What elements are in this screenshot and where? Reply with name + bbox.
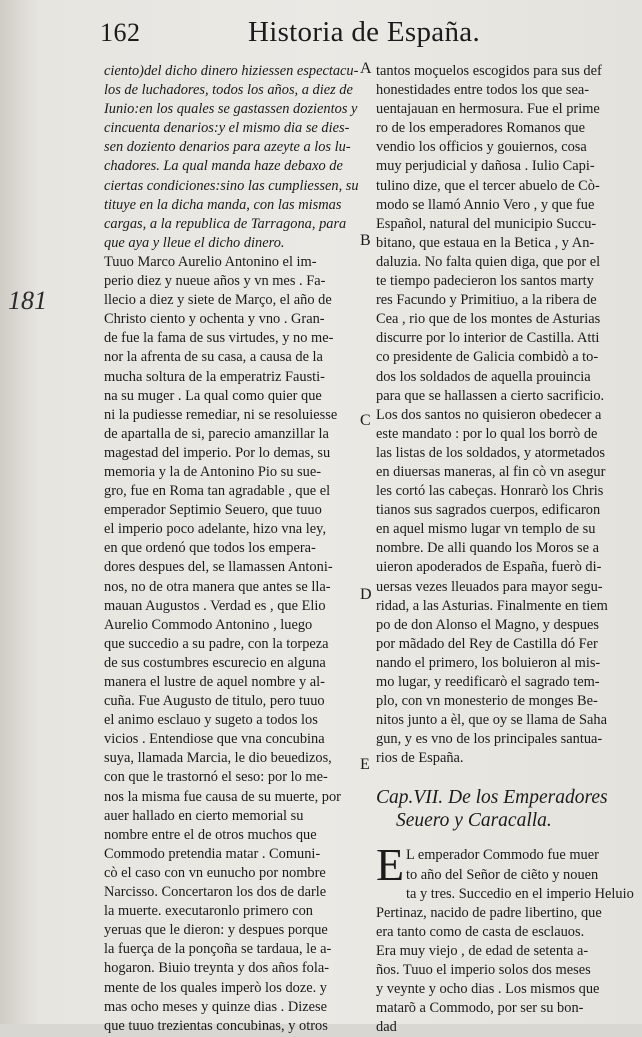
text-line: este mandato : por lo qual los borrò de: [376, 425, 598, 442]
text-line: gun, y es vno de los principales santua-: [376, 731, 603, 748]
text-line: yeruas que le dieron: y despues porque: [104, 922, 328, 939]
text-line: daluzia. No falta quien diga, que por el: [376, 253, 601, 270]
text-line: Narcisso. Concertaron los dos de darle: [104, 884, 327, 901]
text-line: L emperador Commodo fue muer: [406, 847, 599, 864]
text-line: ta y tres. Succedio en el imperio Heluio: [406, 885, 634, 902]
text-line: con que le trastornó el seso: por lo me-: [104, 769, 328, 786]
body-passage: [376, 62, 624, 768]
text-line: las listas de los soldados, y atormetados: [376, 444, 606, 461]
text-line: que aya y lleue el dicho dinero.: [104, 234, 285, 251]
section-letter-e: E: [360, 756, 370, 773]
text-line: honestidades entre todos los que sea-: [376, 82, 590, 99]
text-line: que tuuo trezientas concubinas, y otros: [104, 1017, 328, 1034]
text-line: para que se hallassen a cierto sacrificio.: [376, 387, 605, 404]
text-line: res Facundo y Primitiuo, a la ribera de: [376, 292, 597, 309]
chapter-paragraph: [376, 904, 624, 1037]
text-line: el imperio poco adelante, hizo vna ley,: [104, 521, 327, 538]
text-line: matarõ a Commodo, por ser su bon-: [376, 1000, 584, 1017]
italic-passage: [104, 62, 359, 253]
text-line: muy perjudicial y dañosa . Iulio Capi-: [376, 158, 595, 175]
chapter-opening: [376, 839, 634, 903]
text-line: Christo ciento y ochenta y vno . Gran-: [104, 311, 325, 328]
text-line: llecio a diez y siete de Março, el año de: [104, 292, 332, 309]
text-line: mas ocho meses y quinze dias . Dizese: [104, 998, 327, 1015]
text-line: Español, natural del municipio Succu-: [376, 215, 597, 232]
text-line: nos la misma fue causa de su muerte, por: [104, 788, 341, 805]
right-column: [376, 62, 634, 1037]
text-line: po de don Alonso el Magno, y despues: [376, 616, 600, 633]
text-line: mo lugar, y reedificarò el sagrado tem-: [376, 674, 600, 690]
text-line: nor la afrenta de su casa, a causa de la: [104, 349, 323, 366]
text-line: de apartalla de si, parecio amanzillar la: [104, 425, 329, 442]
text-line: y veynte y ocho dias . Los mismos que: [376, 981, 600, 998]
text-line: cargas, a la republica de Tarragona, para: [104, 215, 347, 232]
text-line: Commodo pretendia matar . Comuni-: [104, 845, 321, 862]
indented-lines: [376, 866, 634, 904]
body-passage: [104, 253, 356, 1036]
text-line: magestad del imperio. Por lo demas, su: [104, 444, 331, 461]
text-line: tituye en la dicha manda, con las mismas: [104, 196, 342, 213]
text-line: nitos junto a èl, que oy se llama de Saha: [376, 712, 607, 729]
text-line: uersas vezes lleuados para mayor segu-: [376, 578, 603, 595]
text-line: Era muy viejo , de edad de setenta a-: [376, 942, 589, 959]
section-letter-a: A: [360, 60, 372, 77]
text-line: nombre. De alli quando los Moros se a: [376, 540, 600, 557]
text-line: de sus costumbres escurecio en alguna: [104, 654, 326, 671]
text-line: el animo esclauo y sugeto a todos los: [104, 712, 318, 729]
text-line: vicios . Entendiose que vna concubina: [104, 731, 325, 748]
text-line: nando el primero, los boluieron al mis-: [376, 654, 601, 671]
text-line: dad: [376, 1019, 397, 1036]
text-line: Los dos santos no quisieron obedecer a: [376, 406, 602, 423]
text-line: Cea , rio que de los montes de Asturias: [376, 311, 601, 328]
section-letter-b: B: [360, 232, 371, 249]
text-line: uentajauan en hermosura. Fue el prime: [376, 101, 600, 118]
text-line: les cortó las cabeças. Honrarò los Chris: [376, 483, 604, 500]
running-title: Historia de España.: [248, 16, 480, 48]
page-header: [0, 14, 642, 54]
text-line: ridad, a las Asturias. Finalmente en tiem: [376, 597, 608, 614]
text-line: en aquel mismo lugar vn templo de su: [376, 521, 596, 538]
text-line: nombre entre el de otros muchos que: [104, 826, 317, 843]
text-line: mauan Augustos . Verdad es , que Elio: [104, 597, 326, 614]
text-line: sen doziento denarios para azeyte a los lu-: [104, 139, 351, 156]
text-line: emperador Septimio Seuero, que tuuo: [104, 502, 322, 519]
text-line: co presidente de Galicia combidò a to-: [376, 349, 599, 366]
text-line: hogaron. Biuio treynta y dos años fola-: [104, 960, 330, 977]
text-line: tulino dize, que el tercer abuelo de Cò-: [376, 177, 600, 194]
section-letter-d: D: [360, 586, 372, 603]
text-line: manera el lustre de aquel nombre y al-: [104, 674, 325, 690]
text-line: Pertinaz, nacido de padre libertino, que: [376, 904, 602, 921]
text-line: Iunio:en los quales se gastassen dozientos y: [104, 101, 358, 118]
text-line: nos, no de otra manera que antes se lla-: [104, 578, 331, 595]
text-line: cincuenta denarios:y el mismo dia se dies-: [104, 120, 350, 137]
text-line: na su muger . La qual como quier que: [104, 387, 322, 404]
text-line: gro, fue en Roma tan agradable , que el: [104, 483, 331, 500]
text-line: ciertas condiciones:sino las cumpliessen, su: [104, 177, 359, 194]
text-line: to año del Señor de ciẽto y nouen: [406, 866, 599, 883]
text-line: ciento)del dicho dinero hiziessen espectacu-: [104, 63, 359, 79]
chapter-heading: Cap.VII. De los Emperadores: [376, 787, 608, 809]
text-line: Aurelio Commodo Antonino , luego: [104, 616, 313, 633]
text-line: ni la pudiesse remediar, ni se resoluiesse: [104, 406, 338, 423]
text-line: uieron apoderados de España, fuerò di-: [376, 559, 602, 576]
text-line: auer hallado en cierto memorial su: [104, 807, 304, 824]
chapter-subheading: Seuero y Caracalla.: [396, 810, 552, 832]
text-line: vendio los officios y gouiernos, cosa: [376, 139, 587, 156]
page-number: 162: [100, 18, 141, 47]
drop-cap: E: [376, 839, 405, 891]
text-line: era tanto como de casta de esclauos.: [376, 923, 585, 940]
text-line: la fuerça de la ponçoña se tardaua, le a-: [104, 941, 332, 958]
left-column: [104, 62, 359, 1036]
text-line: dos los soldados de aquella prouincia: [376, 368, 591, 385]
text-line: plo, con vn monesterio de monges Be-: [376, 693, 598, 710]
text-line: los de luchadores, todos los años, a diez de: [104, 82, 353, 99]
text-line: modo se llamó Annio Vero , y que fue: [376, 196, 595, 213]
text-line: por mãdado del Rey de Castilla dó Fer: [376, 635, 598, 652]
text-line: mente de los quales imperò los doze. y: [104, 979, 327, 996]
text-line: de fue la fama de sus virtudes, y no me-: [104, 330, 334, 347]
text-line: ro de los emperadores Romanos que: [376, 120, 586, 137]
text-line: tantos moçuelos escogidos para sus def: [376, 63, 602, 79]
text-line: rios de España.: [376, 750, 464, 767]
text-line: Tuuo Marco Aurelio Antonino el im-: [104, 253, 317, 270]
margin-note: 181: [8, 286, 47, 315]
text-line: memoria y la de Antonino Pio su sue-: [104, 463, 322, 480]
text-line: discurre por lo interior de Castilla. Atti: [376, 330, 600, 347]
text-line: te tiempo padecieron los santos marty: [376, 273, 594, 290]
text-line: en diuersas maneras, al fin cò vn asegur: [376, 463, 606, 480]
text-line: que succedio a su padre, con la torpeza: [104, 635, 329, 652]
text-line: perio diez y nueue años y vn mes . Fa-: [104, 273, 326, 290]
section-letter-c: C: [360, 412, 371, 429]
text-line: cò el caso con vn eunucho por nombre: [104, 864, 326, 881]
text-line: la muerte. executaronlo primero con: [104, 903, 313, 920]
text-line: dores despues del, se llamassen Antoni-: [104, 559, 333, 576]
text-line: cuña. Fue Augusto de titulo, pero tuuo: [104, 693, 325, 710]
text-line: en que ordenó que todos los empera-: [104, 540, 316, 557]
text-line: bitano, que estaua en la Betica , y An-: [376, 234, 595, 251]
text-line: chadores. La qual manda haze debaxo de: [104, 158, 343, 175]
text-line: mucha soltura de la emperatriz Fausti-: [104, 368, 325, 385]
text-line: suya, llamada Marcia, le dio beuedizos,: [104, 750, 332, 767]
text-line: tianos sus sagrados cuerpos, edificaron: [376, 502, 601, 519]
text-line: ños. Tuuo el imperio solos dos meses: [376, 962, 591, 979]
